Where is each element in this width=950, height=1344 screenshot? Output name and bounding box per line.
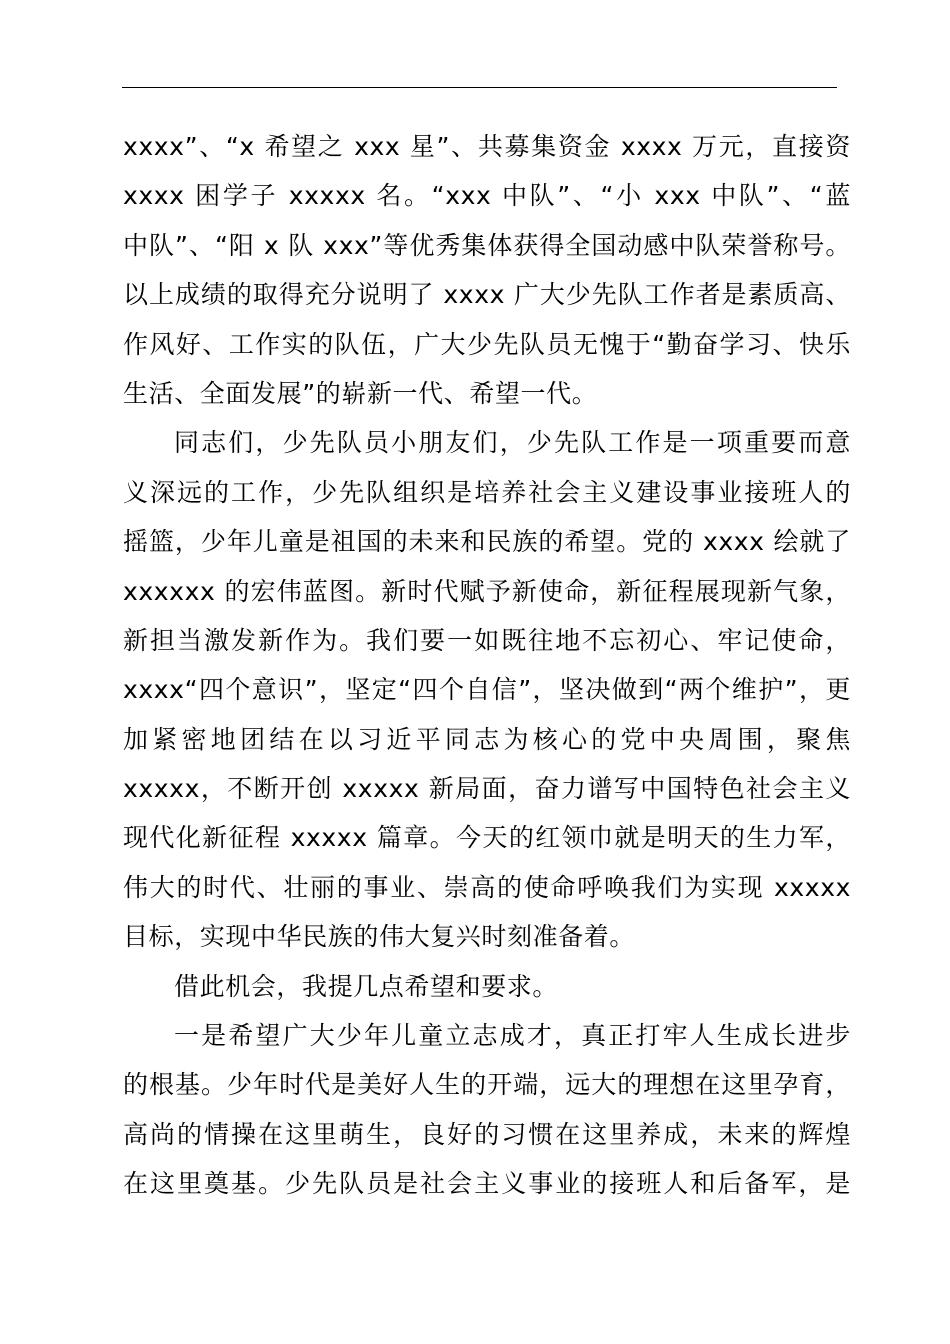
text-line: xxxx”、“x 希望之 xxx 星”、共募集资金 xxxx 万元，直接资: [123, 132, 851, 161]
paragraph: [123, 122, 851, 418]
text-line: 生活、全面发展”的崭新一代、希望一代。: [123, 378, 598, 408]
text-line: 高尚的情操在这里萌生，良好的习惯在这里养成，未来的辉煌: [123, 1119, 851, 1149]
text-line: xxxxx，不断开创 xxxxx 新局面，奋力谱写中国特色社会主义: [123, 774, 851, 804]
text-line: 摇篮，少年儿童是祖国的未来和民族的希望。党的 xxxx 绘就了: [123, 527, 851, 557]
paragraph: [123, 418, 851, 961]
text-line: 目标，实现中华民族的伟大复兴时刻准备着。: [123, 922, 636, 952]
text-line: 加紧密地团结在以习近平同志为核心的党中央周围，聚焦: [123, 724, 851, 754]
paragraph: [123, 1011, 851, 1209]
header-rule: [122, 87, 837, 88]
text-line: 作风好、工作实的队伍，广大少先队员无愧于“勤奋学习、快乐: [123, 329, 851, 359]
text-line: xxxx 困学子 xxxxx 名。“xxx 中队”、“小 xxx 中队”、“蓝: [123, 181, 851, 211]
text-line: 借此机会，我提几点希望和要求。: [174, 971, 559, 1001]
body-text: [123, 122, 851, 1209]
text-line: 的根基。少年时代是美好人生的开端，远大的理想在这里孕育，: [123, 1070, 851, 1100]
text-line: 一是希望广大少年儿童立志成才，真正打牢人生成长进步: [174, 1021, 851, 1051]
text-line: 以上成绩的取得充分说明了 xxxx 广大少先队工作者是素质高、: [123, 280, 851, 310]
text-line: xxxx“四个意识”，坚定“四个自信”，坚决做到“两个维护”，更: [123, 675, 851, 705]
text-line: 中队”、“阳 x 队 xxx”等优秀集体获得全国动感中队荣誉称号。: [123, 230, 851, 260]
text-line: 在这里奠基。少先队员是社会主义事业的接班人和后备军，是: [123, 1169, 851, 1199]
text-line: xxxxxx 的宏伟蓝图。新时代赋予新使命，新征程展现新气象，: [123, 576, 851, 606]
text-line: 伟大的时代、壮丽的事业、崇高的使命呼唤我们为实现 xxxxx: [123, 872, 851, 902]
text-line: 同志们，少先队员小朋友们，少先队工作是一项重要而意: [174, 428, 851, 458]
text-line: 义深远的工作，少先队组织是培养社会主义建设事业接班人的: [123, 477, 851, 507]
paragraph: [123, 962, 851, 1011]
text-line: 新担当激发新作为。我们要一如既往地不忘初心、牢记使命，: [123, 625, 851, 655]
text-line: 现代化新征程 xxxxx 篇章。今天的红领巾就是明天的生力军，: [123, 823, 851, 853]
